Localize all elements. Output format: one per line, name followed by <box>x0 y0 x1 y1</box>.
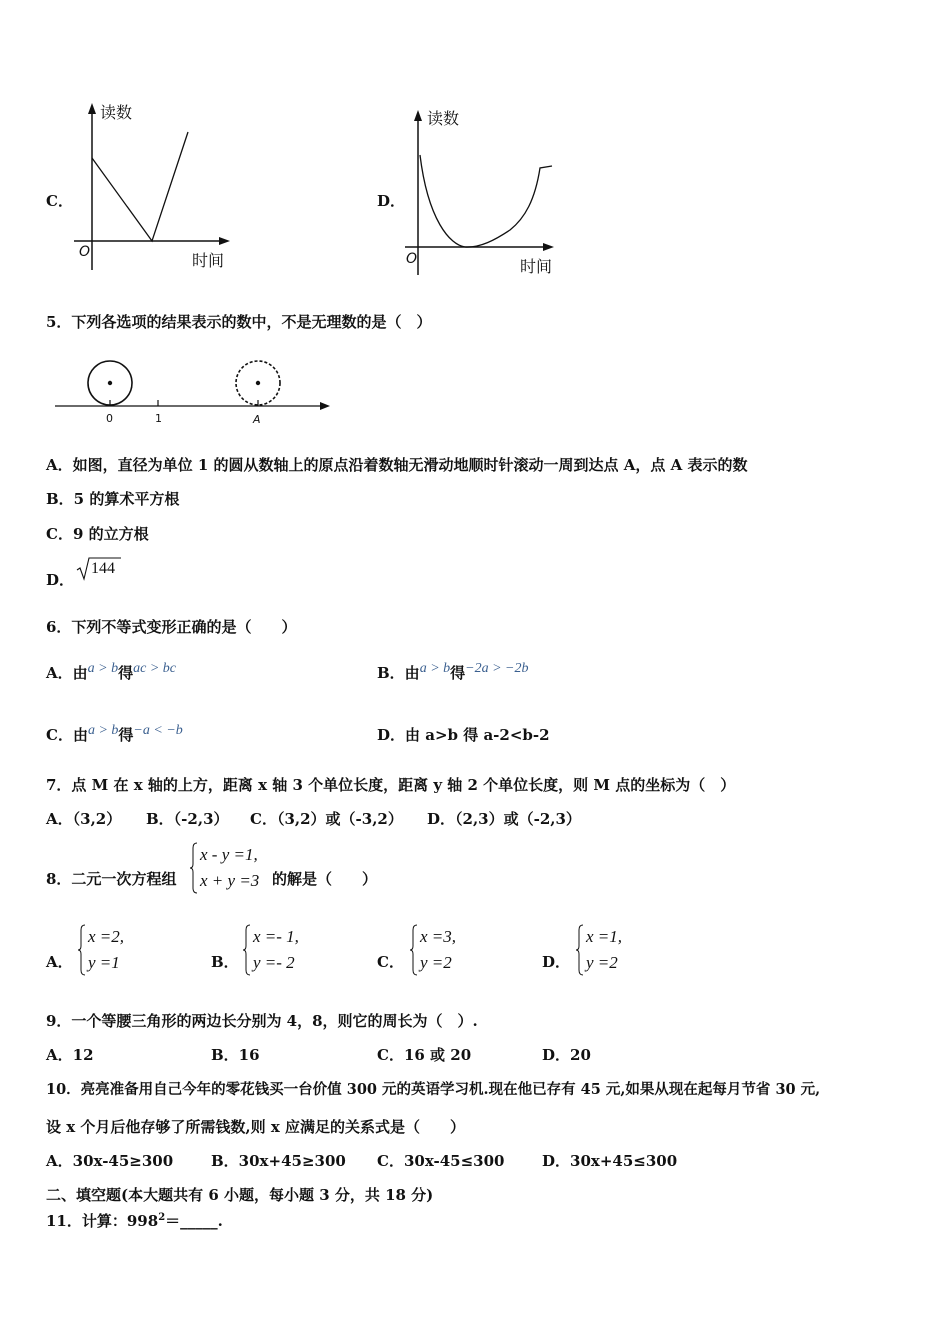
q8c-l2: y =2 <box>420 953 452 972</box>
q5-tick-0: 0 <box>106 412 113 425</box>
q10-option-b: B．30x+45≥300 <box>211 1152 346 1170</box>
q8d-brace-icon <box>576 924 584 976</box>
q9-option-b: B．16 <box>211 1046 260 1064</box>
q6b-label: B．由 <box>377 664 420 682</box>
q11-pre: 11．计算：998 <box>46 1212 159 1230</box>
q9-option-c: C．16 或 20 <box>377 1046 472 1064</box>
q5-option-c: C．9 的立方根 <box>46 525 149 543</box>
q6-option-b <box>377 656 529 682</box>
q4d-origin: O <box>406 251 418 267</box>
q11-sup: 2 <box>158 1212 166 1223</box>
q10-option-c: C．30x-45≤300 <box>377 1152 505 1170</box>
q8-option-b-system <box>243 924 323 976</box>
q10-option-a: A．30x-45≥300 <box>46 1152 174 1170</box>
q8a-l1: x =2, <box>88 927 125 946</box>
q6c-res: −a < −b <box>133 723 183 738</box>
q6a-label: A．由 <box>46 664 88 682</box>
q6b-res: −2a > −2b <box>465 661 529 676</box>
q4-option-d-label: D． <box>377 192 406 210</box>
q8b-l1: x =- 1, <box>253 927 299 946</box>
q8-option-b-label: B． <box>211 953 239 971</box>
q6a-cond: a > b <box>87 661 119 676</box>
q9-option-d: D．20 <box>542 1046 591 1064</box>
q6c-label: C．由 <box>46 726 88 744</box>
q6-stem: 6．下列不等式变形正确的是（ ） <box>46 618 297 636</box>
q5-tick-1: 1 <box>155 412 162 425</box>
q6a-res: ac > bc <box>133 661 176 676</box>
q5-number-line-figure <box>50 350 335 430</box>
section2-heading: 二、填空题(本大题共有 6 小题，每小题 3 分，共 18 分) <box>46 1186 434 1204</box>
q4c-origin: O <box>79 244 91 260</box>
q8-option-d-label: D． <box>542 953 571 971</box>
q8d-l2: y =2 <box>586 953 618 972</box>
q5-option-b: B．5 的算术平方根 <box>46 490 180 508</box>
q5-stem: 5．下列各选项的结果表示的数中，不是无理数的是（ ） <box>46 313 432 331</box>
q8-option-a-label: A． <box>46 953 73 971</box>
q8-stem-pre: 8．二元一次方程组 <box>46 870 177 888</box>
q7-stem: 7．点 M 在 x 轴的上方，距离 x 轴 3 个单位长度，距离 y 轴 2 个单位长度，则 M 点的坐标为（ ） <box>46 776 736 794</box>
q8b-brace-icon <box>243 924 251 976</box>
q8b-l2: y =- 2 <box>253 953 295 972</box>
q10-stem-line2: 设 x 个月后他存够了所需钱数,则 x 应满足的关系式是（ ） <box>46 1118 465 1136</box>
q8-option-c-label: C． <box>377 953 404 971</box>
q8-option-a-system <box>78 924 148 976</box>
q6-option-d: D．由 a>b 得 a-2<b-2 <box>377 726 550 744</box>
q7-option-b: B．（-2,3） <box>146 810 229 828</box>
q8-eq2: x + y =3 <box>200 871 260 890</box>
q9-stem: 9．一个等腰三角形的两边长分别为 4，8，则它的周长为（ ）. <box>46 1012 478 1030</box>
q8-equation-system <box>190 842 280 894</box>
q7-option-a: A．（3,2） <box>46 810 122 828</box>
q8c-brace-icon <box>410 924 418 976</box>
q4c-x-label: 时间 <box>192 251 225 270</box>
q5-option-d-radicand: 144 <box>91 560 115 577</box>
q4-option-c-graph <box>72 100 242 275</box>
q6-option-c <box>46 718 183 744</box>
q10-stem-line1: 10．亮亮准备用自己今年的零花钱买一台价值 300 元的英语学习机.现在他已存有 45 元,如果从现在起每月节省 30 元, <box>46 1081 821 1098</box>
q6a-de: 得 <box>118 664 134 682</box>
q8c-l1: x =3, <box>420 927 457 946</box>
q4d-y-label: 读数 <box>427 109 460 128</box>
q5-option-a: A．如图，直径为单位 1 的圆从数轴上的原点沿着数轴无滑动地顺时针滚动一周到达点 A，点 A 表示的数 <box>46 456 748 474</box>
q7-option-d: D．（2,3）或（-2,3） <box>427 810 581 828</box>
q6c-cond: a > b <box>87 723 119 738</box>
q4c-y-label: 读数 <box>100 103 133 122</box>
q8a-brace-icon <box>78 924 86 976</box>
q6c-de: 得 <box>118 726 134 744</box>
q8-option-c-system <box>410 924 480 976</box>
q10-option-d: D．30x+45≤300 <box>542 1152 678 1170</box>
q8-stem-post: 的解是（ ） <box>272 870 378 888</box>
q8-eq1: x - y =1, <box>200 845 258 864</box>
q11-post: ＝_____. <box>165 1212 223 1230</box>
q6-option-a <box>46 656 176 682</box>
q6b-cond: a > b <box>419 661 451 676</box>
q6b-de: 得 <box>450 664 466 682</box>
q7-option-c: C．（3,2）或（-3,2） <box>250 810 403 828</box>
q8a-l2: y =1 <box>88 953 120 972</box>
q4-option-c-label: C． <box>46 192 73 210</box>
q11-stem <box>46 1210 223 1231</box>
q4-option-d-graph <box>400 100 570 280</box>
q8d-l1: x =1, <box>586 927 623 946</box>
q5-option-d-label: D． <box>46 571 75 589</box>
q8-brace-icon <box>190 842 198 894</box>
q4d-x-label: 时间 <box>520 257 553 276</box>
q9-option-a: A．12 <box>46 1046 94 1064</box>
q8-option-d-system <box>576 924 646 976</box>
q5-tick-a: A <box>253 413 261 426</box>
